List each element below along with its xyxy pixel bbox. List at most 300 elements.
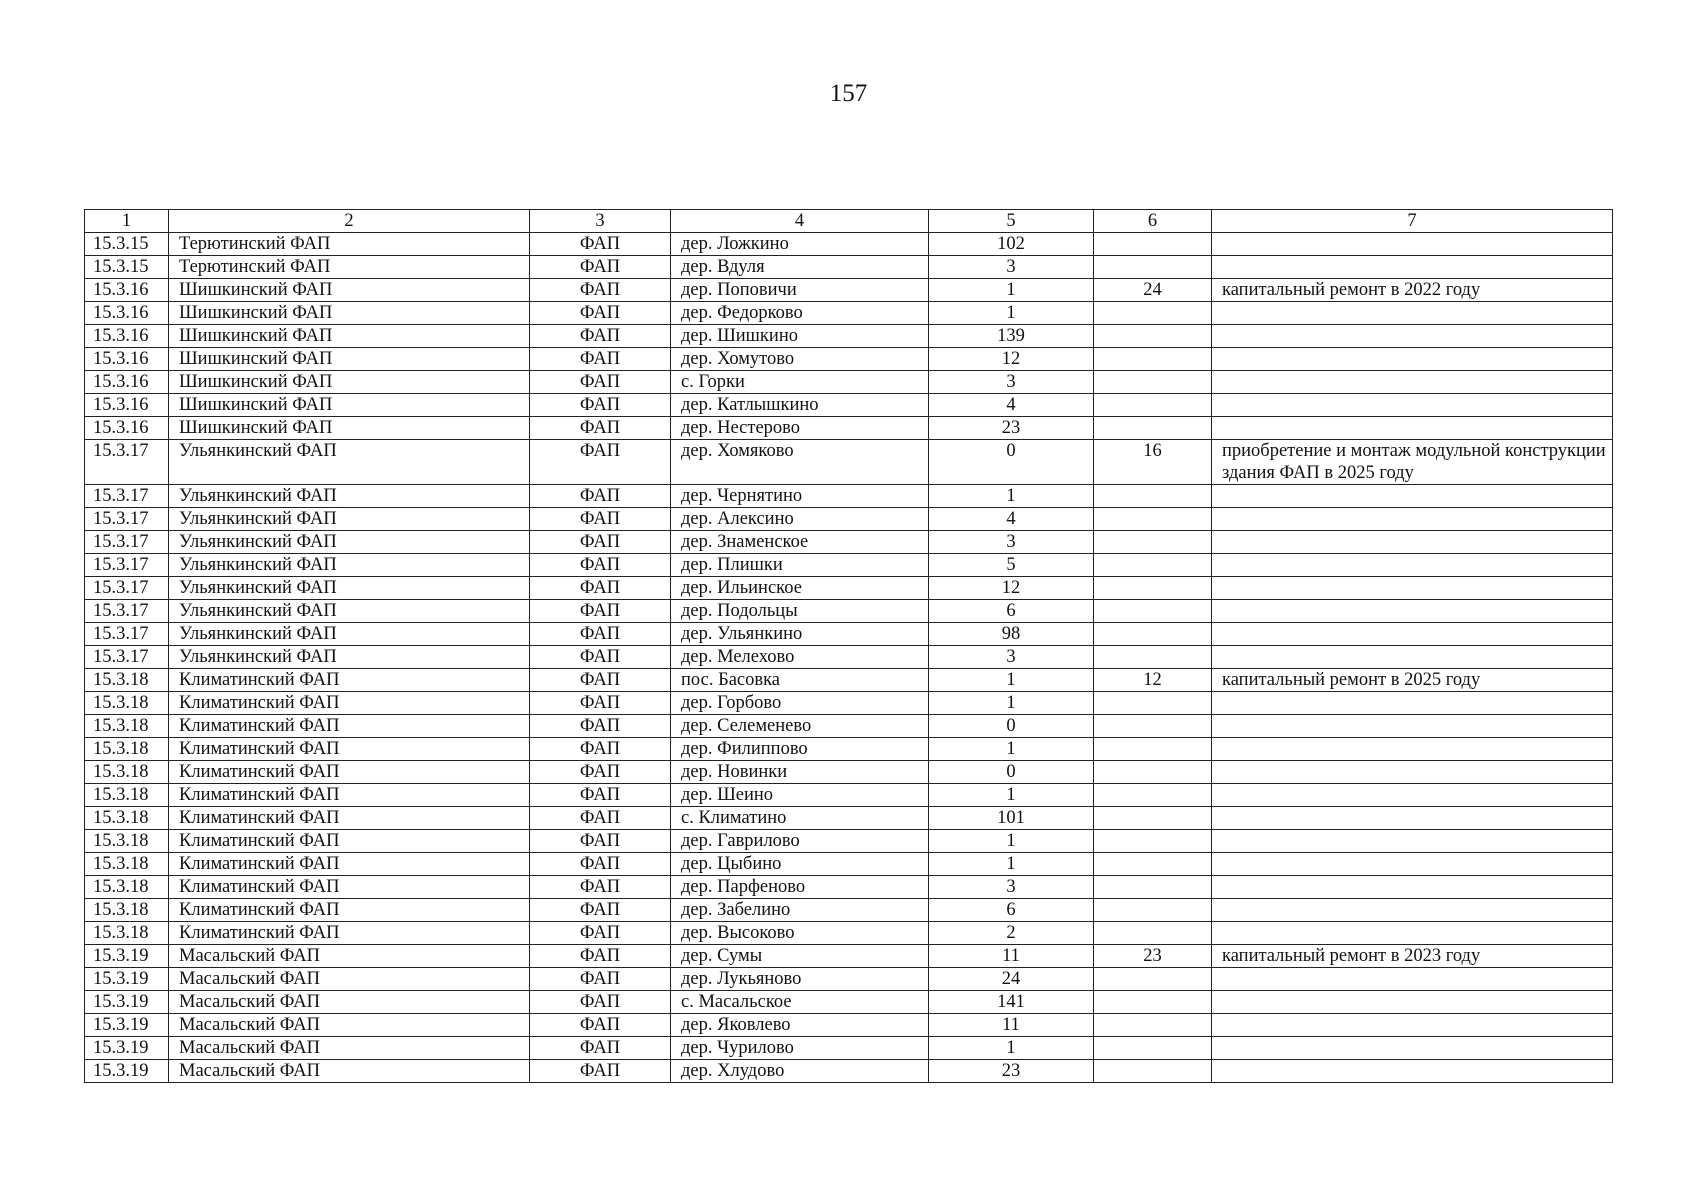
facility-type-cell: ФАП xyxy=(530,302,671,325)
table-row xyxy=(85,279,1613,302)
population-cell: 4 xyxy=(929,394,1094,417)
settlement-cell: дер. Катлышкино xyxy=(671,394,929,417)
table-row xyxy=(85,922,1613,945)
facility-type-cell: ФАП xyxy=(530,371,671,394)
distance-cell xyxy=(1094,531,1212,554)
row-number-cell: 15.3.19 xyxy=(85,991,169,1014)
facility-type-cell: ФАП xyxy=(530,600,671,623)
table-row xyxy=(85,256,1613,279)
settlement-cell: дер. Лукьяново xyxy=(671,968,929,991)
distance-cell xyxy=(1094,991,1212,1014)
facility-type-cell: ФАП xyxy=(530,394,671,417)
facility-name-cell: Ульянкинский ФАП xyxy=(169,577,530,600)
table-row xyxy=(85,945,1613,968)
population-cell: 1 xyxy=(929,485,1094,508)
table-row xyxy=(85,692,1613,715)
facility-name-cell: Масальский ФАП xyxy=(169,968,530,991)
facility-name-cell: Масальский ФАП xyxy=(169,991,530,1014)
row-number-cell: 15.3.18 xyxy=(85,899,169,922)
table-row xyxy=(85,577,1613,600)
row-number-cell: 15.3.17 xyxy=(85,508,169,531)
note-cell xyxy=(1212,922,1613,945)
table-row xyxy=(85,830,1613,853)
column-header-1: 1 xyxy=(85,210,169,233)
settlement-cell: дер. Алексино xyxy=(671,508,929,531)
row-number-cell: 15.3.18 xyxy=(85,922,169,945)
row-number-cell: 15.3.18 xyxy=(85,830,169,853)
facility-name-cell: Климатинский ФАП xyxy=(169,761,530,784)
population-cell: 6 xyxy=(929,600,1094,623)
note-cell xyxy=(1212,876,1613,899)
note-cell xyxy=(1212,738,1613,761)
facility-name-cell: Климатинский ФАП xyxy=(169,922,530,945)
facility-type-cell: ФАП xyxy=(530,669,671,692)
note-cell xyxy=(1212,485,1613,508)
population-cell: 2 xyxy=(929,922,1094,945)
row-number-cell: 15.3.19 xyxy=(85,1037,169,1060)
note-cell xyxy=(1212,256,1613,279)
column-header-6: 6 xyxy=(1094,210,1212,233)
row-number-cell: 15.3.17 xyxy=(85,485,169,508)
distance-cell xyxy=(1094,899,1212,922)
settlement-cell: дер. Чернятино xyxy=(671,485,929,508)
facility-type-cell: ФАП xyxy=(530,899,671,922)
note-cell xyxy=(1212,761,1613,784)
distance-cell xyxy=(1094,554,1212,577)
facility-name-cell: Шишкинский ФАП xyxy=(169,371,530,394)
table-row xyxy=(85,991,1613,1014)
distance-cell xyxy=(1094,715,1212,738)
table-row xyxy=(85,738,1613,761)
population-cell: 141 xyxy=(929,991,1094,1014)
row-number-cell: 15.3.18 xyxy=(85,784,169,807)
note-cell xyxy=(1212,325,1613,348)
note-cell xyxy=(1212,899,1613,922)
population-cell: 1 xyxy=(929,692,1094,715)
table-row xyxy=(85,371,1613,394)
note-cell xyxy=(1212,417,1613,440)
population-cell: 5 xyxy=(929,554,1094,577)
facility-type-cell: ФАП xyxy=(530,485,671,508)
distance-cell xyxy=(1094,485,1212,508)
facility-type-cell: ФАП xyxy=(530,945,671,968)
table-row xyxy=(85,302,1613,325)
distance-cell xyxy=(1094,417,1212,440)
note-cell: приобретение и монтаж модульной конструкции здания ФАП в 2025 году xyxy=(1212,440,1613,485)
facility-type-cell: ФАП xyxy=(530,991,671,1014)
column-header-7: 7 xyxy=(1212,210,1613,233)
population-cell: 98 xyxy=(929,623,1094,646)
settlement-cell: дер. Цыбино xyxy=(671,853,929,876)
column-header-5: 5 xyxy=(929,210,1094,233)
facility-name-cell: Климатинский ФАП xyxy=(169,784,530,807)
settlement-cell: с. Климатино xyxy=(671,807,929,830)
table-row xyxy=(85,554,1613,577)
facility-name-cell: Климатинский ФАП xyxy=(169,807,530,830)
settlement-cell: дер. Нестерово xyxy=(671,417,929,440)
facility-type-cell: ФАП xyxy=(530,807,671,830)
row-number-cell: 15.3.17 xyxy=(85,600,169,623)
distance-cell xyxy=(1094,761,1212,784)
table-row xyxy=(85,1014,1613,1037)
distance-cell xyxy=(1094,600,1212,623)
facility-name-cell: Масальский ФАП xyxy=(169,945,530,968)
row-number-cell: 15.3.17 xyxy=(85,440,169,485)
column-header-2: 2 xyxy=(169,210,530,233)
facility-type-cell: ФАП xyxy=(530,256,671,279)
settlement-cell: дер. Горбово xyxy=(671,692,929,715)
population-cell: 23 xyxy=(929,417,1094,440)
facility-type-cell: ФАП xyxy=(530,761,671,784)
facility-name-cell: Климатинский ФАП xyxy=(169,692,530,715)
population-cell: 1 xyxy=(929,830,1094,853)
distance-cell xyxy=(1094,1060,1212,1083)
facility-type-cell: ФАП xyxy=(530,508,671,531)
column-header-3: 3 xyxy=(530,210,671,233)
distance-cell: 16 xyxy=(1094,440,1212,485)
facility-name-cell: Терютинский ФАП xyxy=(169,256,530,279)
table-row xyxy=(85,784,1613,807)
facility-type-cell: ФАП xyxy=(530,348,671,371)
note-cell xyxy=(1212,1060,1613,1083)
row-number-cell: 15.3.18 xyxy=(85,876,169,899)
table-row xyxy=(85,876,1613,899)
facility-name-cell: Климатинский ФАП xyxy=(169,669,530,692)
settlement-cell: с. Масальское xyxy=(671,991,929,1014)
distance-cell xyxy=(1094,692,1212,715)
facility-type-cell: ФАП xyxy=(530,715,671,738)
distance-cell xyxy=(1094,738,1212,761)
facility-type-cell: ФАП xyxy=(530,440,671,485)
facility-name-cell: Ульянкинский ФАП xyxy=(169,554,530,577)
note-cell xyxy=(1212,853,1613,876)
distance-cell xyxy=(1094,371,1212,394)
row-number-cell: 15.3.16 xyxy=(85,394,169,417)
note-cell xyxy=(1212,554,1613,577)
facility-name-cell: Ульянкинский ФАП xyxy=(169,531,530,554)
distance-cell xyxy=(1094,876,1212,899)
table-row xyxy=(85,968,1613,991)
distance-cell xyxy=(1094,922,1212,945)
population-cell: 102 xyxy=(929,233,1094,256)
settlement-cell: дер. Мелехово xyxy=(671,646,929,669)
note-cell: капитальный ремонт в 2023 году xyxy=(1212,945,1613,968)
row-number-cell: 15.3.16 xyxy=(85,279,169,302)
table-row xyxy=(85,715,1613,738)
settlement-cell: дер. Чурилово xyxy=(671,1037,929,1060)
facility-name-cell: Ульянкинский ФАП xyxy=(169,508,530,531)
row-number-cell: 15.3.19 xyxy=(85,968,169,991)
distance-cell: 23 xyxy=(1094,945,1212,968)
population-cell: 3 xyxy=(929,256,1094,279)
population-cell: 23 xyxy=(929,1060,1094,1083)
note-cell xyxy=(1212,830,1613,853)
facility-name-cell: Шишкинский ФАП xyxy=(169,302,530,325)
settlement-cell: дер. Хлудово xyxy=(671,1060,929,1083)
row-number-cell: 15.3.18 xyxy=(85,669,169,692)
header-row xyxy=(85,210,1613,233)
population-cell: 1 xyxy=(929,738,1094,761)
distance-cell xyxy=(1094,830,1212,853)
note-cell xyxy=(1212,508,1613,531)
distance-cell: 24 xyxy=(1094,279,1212,302)
facility-type-cell: ФАП xyxy=(530,968,671,991)
population-cell: 6 xyxy=(929,899,1094,922)
population-cell: 24 xyxy=(929,968,1094,991)
row-number-cell: 15.3.19 xyxy=(85,1060,169,1083)
facility-type-cell: ФАП xyxy=(530,1060,671,1083)
facility-type-cell: ФАП xyxy=(530,830,671,853)
table-row xyxy=(85,417,1613,440)
population-cell: 1 xyxy=(929,853,1094,876)
row-number-cell: 15.3.16 xyxy=(85,302,169,325)
population-cell: 101 xyxy=(929,807,1094,830)
row-number-cell: 15.3.18 xyxy=(85,692,169,715)
row-number-cell: 15.3.18 xyxy=(85,807,169,830)
population-cell: 3 xyxy=(929,371,1094,394)
population-cell: 139 xyxy=(929,325,1094,348)
settlement-cell: дер. Ильинское xyxy=(671,577,929,600)
population-cell: 12 xyxy=(929,577,1094,600)
distance-cell xyxy=(1094,325,1212,348)
settlement-cell: дер. Поповичи xyxy=(671,279,929,302)
table-row xyxy=(85,531,1613,554)
facility-name-cell: Шишкинский ФАП xyxy=(169,279,530,302)
table-row xyxy=(85,899,1613,922)
facility-type-cell: ФАП xyxy=(530,577,671,600)
settlement-cell: дер. Забелино xyxy=(671,899,929,922)
facility-table-container xyxy=(84,209,1613,1083)
table-row xyxy=(85,623,1613,646)
facility-name-cell: Климатинский ФАП xyxy=(169,830,530,853)
population-cell: 0 xyxy=(929,715,1094,738)
facility-name-cell: Климатинский ФАП xyxy=(169,738,530,761)
settlement-cell: дер. Вдуля xyxy=(671,256,929,279)
distance-cell xyxy=(1094,646,1212,669)
row-number-cell: 15.3.18 xyxy=(85,853,169,876)
row-number-cell: 15.3.19 xyxy=(85,1014,169,1037)
settlement-cell: дер. Высоково xyxy=(671,922,929,945)
facility-name-cell: Климатинский ФАП xyxy=(169,876,530,899)
facility-name-cell: Климатинский ФАП xyxy=(169,853,530,876)
facility-name-cell: Масальский ФАП xyxy=(169,1060,530,1083)
distance-cell xyxy=(1094,577,1212,600)
distance-cell xyxy=(1094,1037,1212,1060)
facility-type-cell: ФАП xyxy=(530,531,671,554)
table-row xyxy=(85,853,1613,876)
row-number-cell: 15.3.16 xyxy=(85,348,169,371)
distance-cell xyxy=(1094,348,1212,371)
settlement-cell: дер. Селеменево xyxy=(671,715,929,738)
facility-name-cell: Климатинский ФАП xyxy=(169,899,530,922)
distance-cell xyxy=(1094,623,1212,646)
row-number-cell: 15.3.19 xyxy=(85,945,169,968)
settlement-cell: дер. Шеино xyxy=(671,784,929,807)
facility-type-cell: ФАП xyxy=(530,692,671,715)
population-cell: 0 xyxy=(929,440,1094,485)
settlement-cell: дер. Плишки xyxy=(671,554,929,577)
settlement-cell: пос. Басовка xyxy=(671,669,929,692)
settlement-cell: с. Горки xyxy=(671,371,929,394)
table-row xyxy=(85,440,1613,485)
note-cell xyxy=(1212,302,1613,325)
settlement-cell: дер. Ульянкино xyxy=(671,623,929,646)
population-cell: 1 xyxy=(929,1037,1094,1060)
row-number-cell: 15.3.16 xyxy=(85,417,169,440)
table-row xyxy=(85,669,1613,692)
facility-name-cell: Ульянкинский ФАП xyxy=(169,646,530,669)
facility-name-cell: Шишкинский ФАП xyxy=(169,394,530,417)
table-row xyxy=(85,325,1613,348)
facility-name-cell: Ульянкинский ФАП xyxy=(169,485,530,508)
settlement-cell: дер. Знаменское xyxy=(671,531,929,554)
population-cell: 1 xyxy=(929,669,1094,692)
table-row xyxy=(85,348,1613,371)
settlement-cell: дер. Хомяково xyxy=(671,440,929,485)
facility-name-cell: Ульянкинский ФАП xyxy=(169,440,530,485)
facility-type-cell: ФАП xyxy=(530,417,671,440)
settlement-cell: дер. Сумы xyxy=(671,945,929,968)
row-number-cell: 15.3.17 xyxy=(85,646,169,669)
note-cell xyxy=(1212,623,1613,646)
row-number-cell: 15.3.16 xyxy=(85,371,169,394)
note-cell xyxy=(1212,600,1613,623)
facility-type-cell: ФАП xyxy=(530,853,671,876)
row-number-cell: 15.3.15 xyxy=(85,256,169,279)
note-cell xyxy=(1212,1037,1613,1060)
note-cell xyxy=(1212,531,1613,554)
settlement-cell: дер. Парфеново xyxy=(671,876,929,899)
note-cell xyxy=(1212,348,1613,371)
facility-type-cell: ФАП xyxy=(530,922,671,945)
population-cell: 3 xyxy=(929,646,1094,669)
page-number: 157 xyxy=(829,80,868,107)
note-cell xyxy=(1212,1014,1613,1037)
row-number-cell: 15.3.17 xyxy=(85,531,169,554)
row-number-cell: 15.3.17 xyxy=(85,554,169,577)
distance-cell xyxy=(1094,968,1212,991)
facility-name-cell: Масальский ФАП xyxy=(169,1014,530,1037)
note-cell xyxy=(1212,991,1613,1014)
facility-type-cell: ФАП xyxy=(530,784,671,807)
settlement-cell: дер. Шишкино xyxy=(671,325,929,348)
table-row xyxy=(85,807,1613,830)
note-cell: капитальный ремонт в 2025 году xyxy=(1212,669,1613,692)
facility-name-cell: Климатинский ФАП xyxy=(169,715,530,738)
note-cell xyxy=(1212,577,1613,600)
table-row xyxy=(85,646,1613,669)
column-header-4: 4 xyxy=(671,210,929,233)
facility-name-cell: Шишкинский ФАП xyxy=(169,348,530,371)
table-row xyxy=(85,1060,1613,1083)
row-number-cell: 15.3.18 xyxy=(85,761,169,784)
population-cell: 1 xyxy=(929,784,1094,807)
note-cell xyxy=(1212,233,1613,256)
population-cell: 11 xyxy=(929,1014,1094,1037)
note-cell xyxy=(1212,807,1613,830)
settlement-cell: дер. Филиппово xyxy=(671,738,929,761)
settlement-cell: дер. Подольцы xyxy=(671,600,929,623)
table-row xyxy=(85,233,1613,256)
population-cell: 0 xyxy=(929,761,1094,784)
table-row xyxy=(85,508,1613,531)
note-cell: капитальный ремонт в 2022 году xyxy=(1212,279,1613,302)
row-number-cell: 15.3.16 xyxy=(85,325,169,348)
population-cell: 4 xyxy=(929,508,1094,531)
table-row xyxy=(85,600,1613,623)
facility-type-cell: ФАП xyxy=(530,1014,671,1037)
note-cell xyxy=(1212,646,1613,669)
note-cell xyxy=(1212,784,1613,807)
distance-cell xyxy=(1094,394,1212,417)
note-cell xyxy=(1212,371,1613,394)
note-cell xyxy=(1212,715,1613,738)
settlement-cell: дер. Ложкино xyxy=(671,233,929,256)
row-number-cell: 15.3.17 xyxy=(85,623,169,646)
table-row xyxy=(85,1037,1613,1060)
table-row xyxy=(85,485,1613,508)
population-cell: 3 xyxy=(929,876,1094,899)
distance-cell xyxy=(1094,302,1212,325)
population-cell: 12 xyxy=(929,348,1094,371)
settlement-cell: дер. Новинки xyxy=(671,761,929,784)
distance-cell xyxy=(1094,807,1212,830)
facility-type-cell: ФАП xyxy=(530,233,671,256)
facility-name-cell: Терютинский ФАП xyxy=(169,233,530,256)
population-cell: 1 xyxy=(929,279,1094,302)
table-row xyxy=(85,394,1613,417)
facility-name-cell: Ульянкинский ФАП xyxy=(169,600,530,623)
table-body xyxy=(85,233,1613,1083)
settlement-cell: дер. Яковлево xyxy=(671,1014,929,1037)
facility-type-cell: ФАП xyxy=(530,325,671,348)
facility-name-cell: Масальский ФАП xyxy=(169,1037,530,1060)
note-cell xyxy=(1212,692,1613,715)
population-cell: 11 xyxy=(929,945,1094,968)
distance-cell xyxy=(1094,1014,1212,1037)
facility-type-cell: ФАП xyxy=(530,646,671,669)
settlement-cell: дер. Хомутово xyxy=(671,348,929,371)
facility-table xyxy=(84,209,1613,1083)
population-cell: 1 xyxy=(929,302,1094,325)
facility-name-cell: Шишкинский ФАП xyxy=(169,417,530,440)
facility-type-cell: ФАП xyxy=(530,1037,671,1060)
facility-type-cell: ФАП xyxy=(530,279,671,302)
settlement-cell: дер. Федорково xyxy=(671,302,929,325)
distance-cell xyxy=(1094,256,1212,279)
facility-name-cell: Шишкинский ФАП xyxy=(169,325,530,348)
facility-type-cell: ФАП xyxy=(530,738,671,761)
row-number-cell: 15.3.17 xyxy=(85,577,169,600)
table-row xyxy=(85,761,1613,784)
distance-cell xyxy=(1094,853,1212,876)
distance-cell: 12 xyxy=(1094,669,1212,692)
note-cell xyxy=(1212,968,1613,991)
facility-name-cell: Ульянкинский ФАП xyxy=(169,623,530,646)
distance-cell xyxy=(1094,233,1212,256)
facility-type-cell: ФАП xyxy=(530,876,671,899)
distance-cell xyxy=(1094,508,1212,531)
row-number-cell: 15.3.18 xyxy=(85,715,169,738)
population-cell: 3 xyxy=(929,531,1094,554)
row-number-cell: 15.3.18 xyxy=(85,738,169,761)
facility-type-cell: ФАП xyxy=(530,554,671,577)
distance-cell xyxy=(1094,784,1212,807)
note-cell xyxy=(1212,394,1613,417)
facility-type-cell: ФАП xyxy=(530,623,671,646)
row-number-cell: 15.3.15 xyxy=(85,233,169,256)
settlement-cell: дер. Гаврилово xyxy=(671,830,929,853)
